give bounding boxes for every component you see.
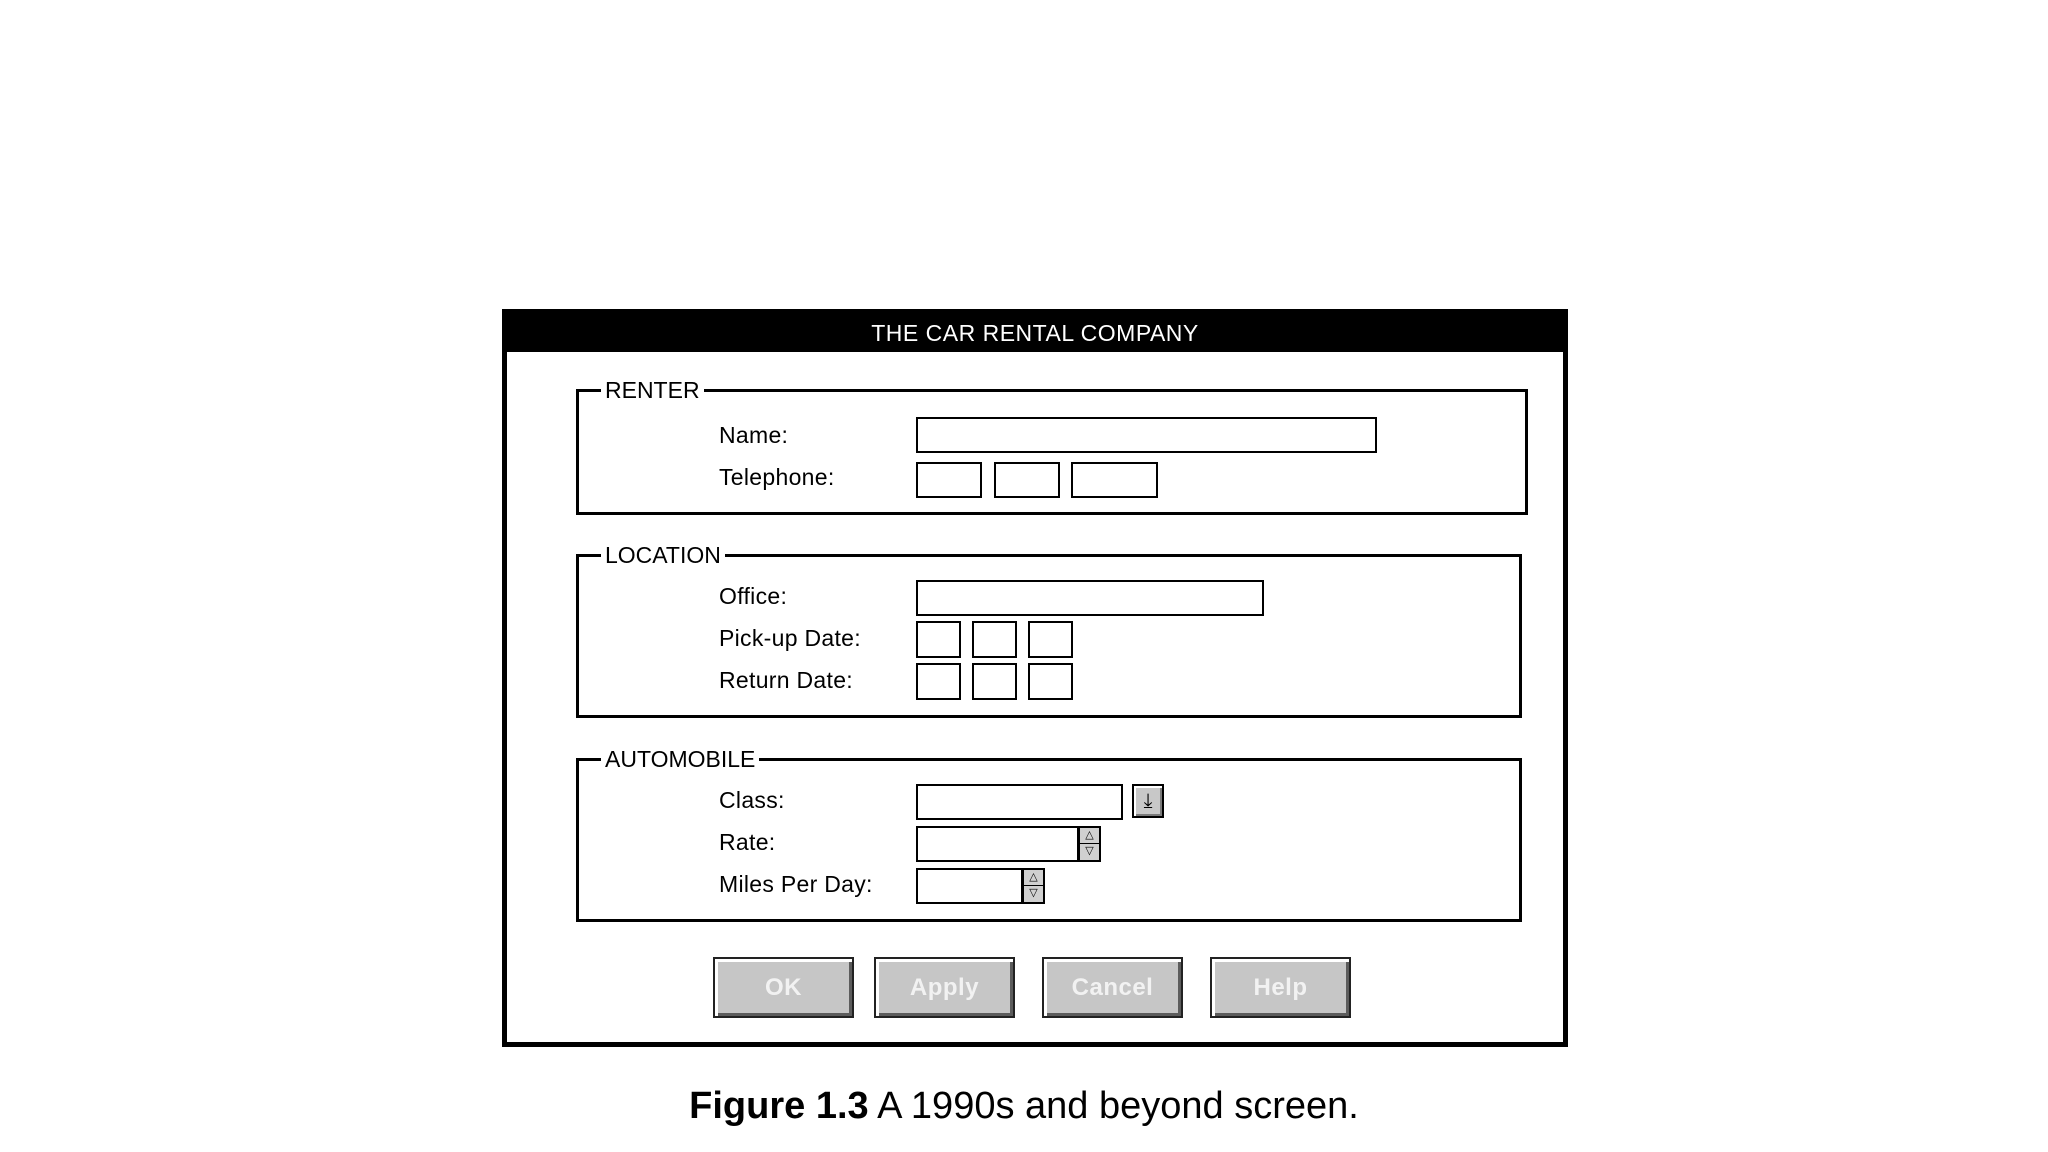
pickup-date-label: Pick-up Date: xyxy=(719,625,861,651)
figure-caption-text: A 1990s and beyond screen. xyxy=(868,1085,1359,1127)
telephone-prefix-input[interactable] xyxy=(994,462,1060,498)
pickup-month-input[interactable] xyxy=(916,621,961,658)
ok-button[interactable]: OK xyxy=(713,957,854,1018)
office-label: Office: xyxy=(719,583,788,609)
apply-button[interactable]: Apply xyxy=(874,957,1015,1018)
name-label: Name: xyxy=(719,422,789,448)
cancel-button[interactable]: Cancel xyxy=(1042,957,1183,1018)
office-input[interactable] xyxy=(916,580,1264,616)
class-select[interactable] xyxy=(916,784,1123,820)
rate-spinner[interactable] xyxy=(1078,826,1101,862)
miles-per-day-spinner[interactable] xyxy=(1022,868,1045,904)
return-month-input[interactable] xyxy=(916,663,961,700)
spin-up-icon[interactable]: △ xyxy=(1080,828,1099,844)
return-day-input[interactable] xyxy=(972,663,1017,700)
spin-down-icon[interactable]: ▽ xyxy=(1085,845,1094,857)
return-date-label: Return Date: xyxy=(719,667,853,693)
telephone-number-input[interactable] xyxy=(1071,462,1158,498)
location-legend: LOCATION xyxy=(601,541,725,569)
class-label: Class: xyxy=(719,787,785,813)
spin-up-icon[interactable]: △ xyxy=(1024,870,1043,886)
pickup-year-input[interactable] xyxy=(1028,621,1073,658)
figure-number: Figure 1.3 xyxy=(689,1085,869,1127)
car-rental-window xyxy=(502,309,1568,1047)
figure-caption xyxy=(0,1082,2048,1130)
rate-label: Rate: xyxy=(719,829,776,855)
automobile-legend: AUTOMOBILE xyxy=(601,745,759,773)
help-button[interactable]: Help xyxy=(1210,957,1351,1018)
name-input[interactable] xyxy=(916,417,1377,453)
telephone-area-code-input[interactable] xyxy=(916,462,982,498)
return-year-input[interactable] xyxy=(1028,663,1073,700)
down-arrow-icon: ⤓ xyxy=(1143,790,1153,812)
rate-input[interactable] xyxy=(916,826,1079,862)
pickup-day-input[interactable] xyxy=(972,621,1017,658)
spin-down-icon[interactable]: ▽ xyxy=(1029,887,1038,899)
telephone-label: Telephone: xyxy=(719,464,835,490)
window-title: THE CAR RENTAL COMPANY xyxy=(507,314,1563,352)
class-dropdown-button[interactable] xyxy=(1132,784,1164,818)
miles-per-day-label: Miles Per Day: xyxy=(719,871,873,897)
miles-per-day-input[interactable] xyxy=(916,868,1023,904)
renter-legend: RENTER xyxy=(601,376,704,404)
